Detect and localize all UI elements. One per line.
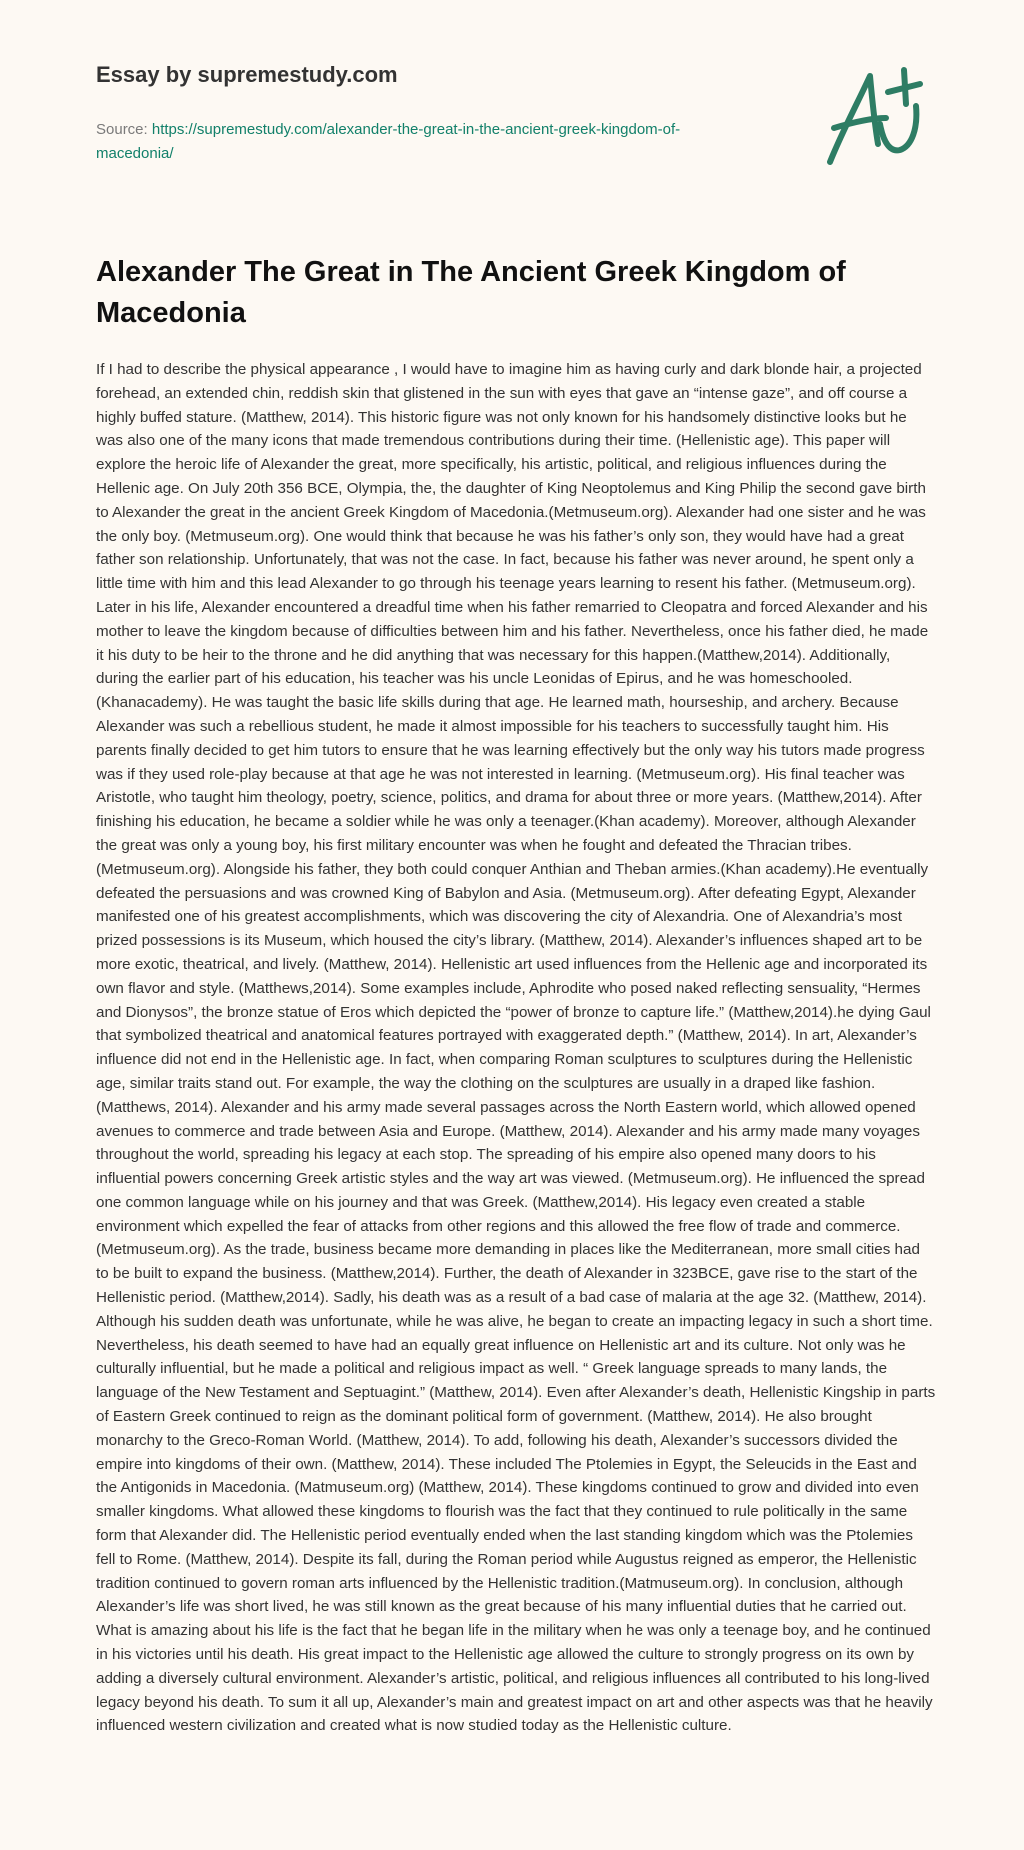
site-title: Essay by supremestudy.com xyxy=(96,62,398,87)
source-link[interactable] xyxy=(96,121,680,162)
source-line xyxy=(96,118,756,166)
a-plus-grade-icon xyxy=(820,62,940,172)
article-body: If I had to describe the physical appearance , I would have to imagine him as having curly and dark blonde hair, a projected forehead, an extended chin, reddish skin that glistened in the sun with eyes that gave an “intense gaze”, and off course a highly buffed stature. (Matthew, 2014). This historic figure was not only known for his handsomely distinctive looks but he was also one of the many icons that made tremendous contributions during their time. (Hellenistic age). This paper will explore the heroic life of Alexander the great, more specifically, his artistic, political, and religious influences during the Hellenic age. On July 20th 356 BCE, Olympia, the, the daughter of King Neoptolemus and King Philip the second gave birth to Alexander the great in the ancient Greek Kingdom of Macedonia.(Metmuseum.org). Alexander had one sister and he was the only boy. (Metmuseum.org). One would think that because he was his father’s only son, they would have had a great father son relationship. Unfortunately, that was not the case. In fact, because his father was never around, he spent only a little time with him and this lead Alexander to go through his teenage years learning to resent his father. (Metmuseum.org). Later in his life, Alexander encountered a dreadful time when his father remarried to Cleopatra and forced Alexander and his mother to leave the kingdom because of difficulties between him and his father. Nevertheless, once his father died, he made it his duty to be heir to the throne and he did anything that was necessary for this happen.(Matthew,2014). Additionally, during the earlier part of his education, his teacher was his uncle Leonidas of Epirus, and he was homeschooled. (Khanacademy). He was taught the basic life skills during that age. He learned math, hourseship, and archery. Because Alexander was such a rebellious student, he made it almost impossible for his teachers to successfully taught him. His parents finally decided to get him tutors to ensure that he was learning effectively but the only way his tutors made progress was if they used role-play because at that age he was not interested in learning. (Metmuseum.org). His final teacher was Aristotle, who taught him theology, poetry, science, politics, and drama for about three or more years. (Matthew,2014). After finishing his education, he became a soldier while he was only a teenager.(Khan academy). Moreover, although Alexander the great was only a young boy, his first military encounter was when he fought and defeated the Thracian tribes. (Metmuseum.org). Alongside his father, they both could conquer Anthian and Theban armies.(Khan academy).He eventually defeated the persuasions and was crowned King of Babylon and Asia. (Metmuseum.org). After defeating Egypt, Alexander manifested one of his greatest accomplishments, which was discovering the city of Alexandria. One of Alexandria’s most prized possessions is its Museum, which housed the city’s library. (Matthew, 2014). Alexander’s influences shaped art to be more exotic, theatrical, and lively. (Matthew, 2014). Hellenistic art used influences from the Hellenic age and incorporated its own flavor and style. (Matthews,2014). Some examples include, Aphrodite who posed naked reflecting sensuality, “Hermes and Dionysos”, the bronze statue of Eros which depicted the “power of bronze to capture life.” (Matthew,2014).he dying Gaul that symbolized theatrical and anatomical features portrayed with exaggerated depth.” (Matthew, 2014). In art, Alexander’s influence did not end in the Hellenistic age. In fact, when comparing Roman sculptures to sculptures during the Hellenistic age, similar traits stand out. For example, the way the clothing on the sculptures are usually in a draped like fashion. (Matthews, 2014). Alexander and his army made several passages across the North Eastern world, which allowed opened avenues to commerce and trade between Asia and Europe. (Matthew, 2014). Alexander and his army made many voyages throughout the world, spreading his legacy at each stop. The spreading of his empire also opened many doors to his influential powers concerning Greek artistic styles and the way art was viewed. (Metmuseum.org). He influenced the spread one common language while on his journey and that was Greek. (Matthew,2014). His legacy even created a stable environment which expelled the fear of attacks from other regions and this allowed the free flow of trade and commerce. (Metmuseum.org). As the trade, business became more demanding in places like the Mediterranean, more small cities had to be built to expand the business. (Matthew,2014). Further, the death of Alexander in 323BCE, gave rise to the start of the Hellenistic period. (Matthew,2014). Sadly, his death was as a result of a bad case of malaria at the age 32. (Matthew, 2014). Although his sudden death was unfortunate, while he was alive, he began to create an impacting legacy in such a short time. Nevertheless, his death seemed to have had an equally great influence on Hellenistic art and its culture. Not only was he culturally influential, but he made a political and religious impact as well. “ Greek language spreads to many lands, the language of the New Testament and Septuagint.” (Matthew, 2014). Even after Alexander’s death, Hellenistic Kingship in parts of Eastern Greek continued to reign as the dominant political form of government. (Matthew, 2014). He also brought monarchy to the Greco-Roman World. (Matthew, 2014). To add, following his death, Alexander’s successors divided the empire into kingdoms of their own. (Matthew, 2014). These included The Ptolemies in Egypt, the Seleucids in the East and the Antigonids in Macedonia. (Matmuseum.org) (Matthew, 2014). These kingdoms continued to grow and divided into even smaller kingdoms. What allowed these kingdoms to flourish was the fact that they continued to rule politically in the same form that Alexander did. The Hellenistic period eventually ended when the last standing kingdom which was the Ptolemies fell to Rome. (Matthew, 2014). Despite its fall, during the Roman period while Augustus reigned as emperor, the Hellenistic tradition continued to govern roman arts influenced by the Hellenistic tradition.(Matmuseum.org). In conclusion, although Alexander’s life was short lived, he was still known as the great because of his many influential duties that he carried out. What is amazing about his life is the fact that he began life in the military when he was only a teenage boy, and he continued in his victories until his death. His great impact to the Hellenistic age allowed the culture to strongly progress on its own by adding a diversely cultural environment. Alexander’s artistic, political, and religious influences all contributed to his long-lived legacy beyond his death. To sum it all up, Alexander’s main and greatest impact on art and other aspects was that he heavily influenced western civilization and created what is now studied today as the Hellenistic culture. xyxy=(96,361,936,1735)
essay-article xyxy=(96,252,936,1738)
source-link-line1: https://supremestudy.com/alexander-the-great-in-the-ancient-greek-kingdom-of- xyxy=(151,121,681,138)
page-header xyxy=(96,60,756,166)
article-title: Alexander The Great in The Ancient Greek Kingdom of Macedonia xyxy=(96,256,846,329)
source-label: Source: xyxy=(96,121,152,138)
source-link-line2: macedonia/ xyxy=(96,145,174,162)
a-plus-logo-svg xyxy=(820,62,940,172)
